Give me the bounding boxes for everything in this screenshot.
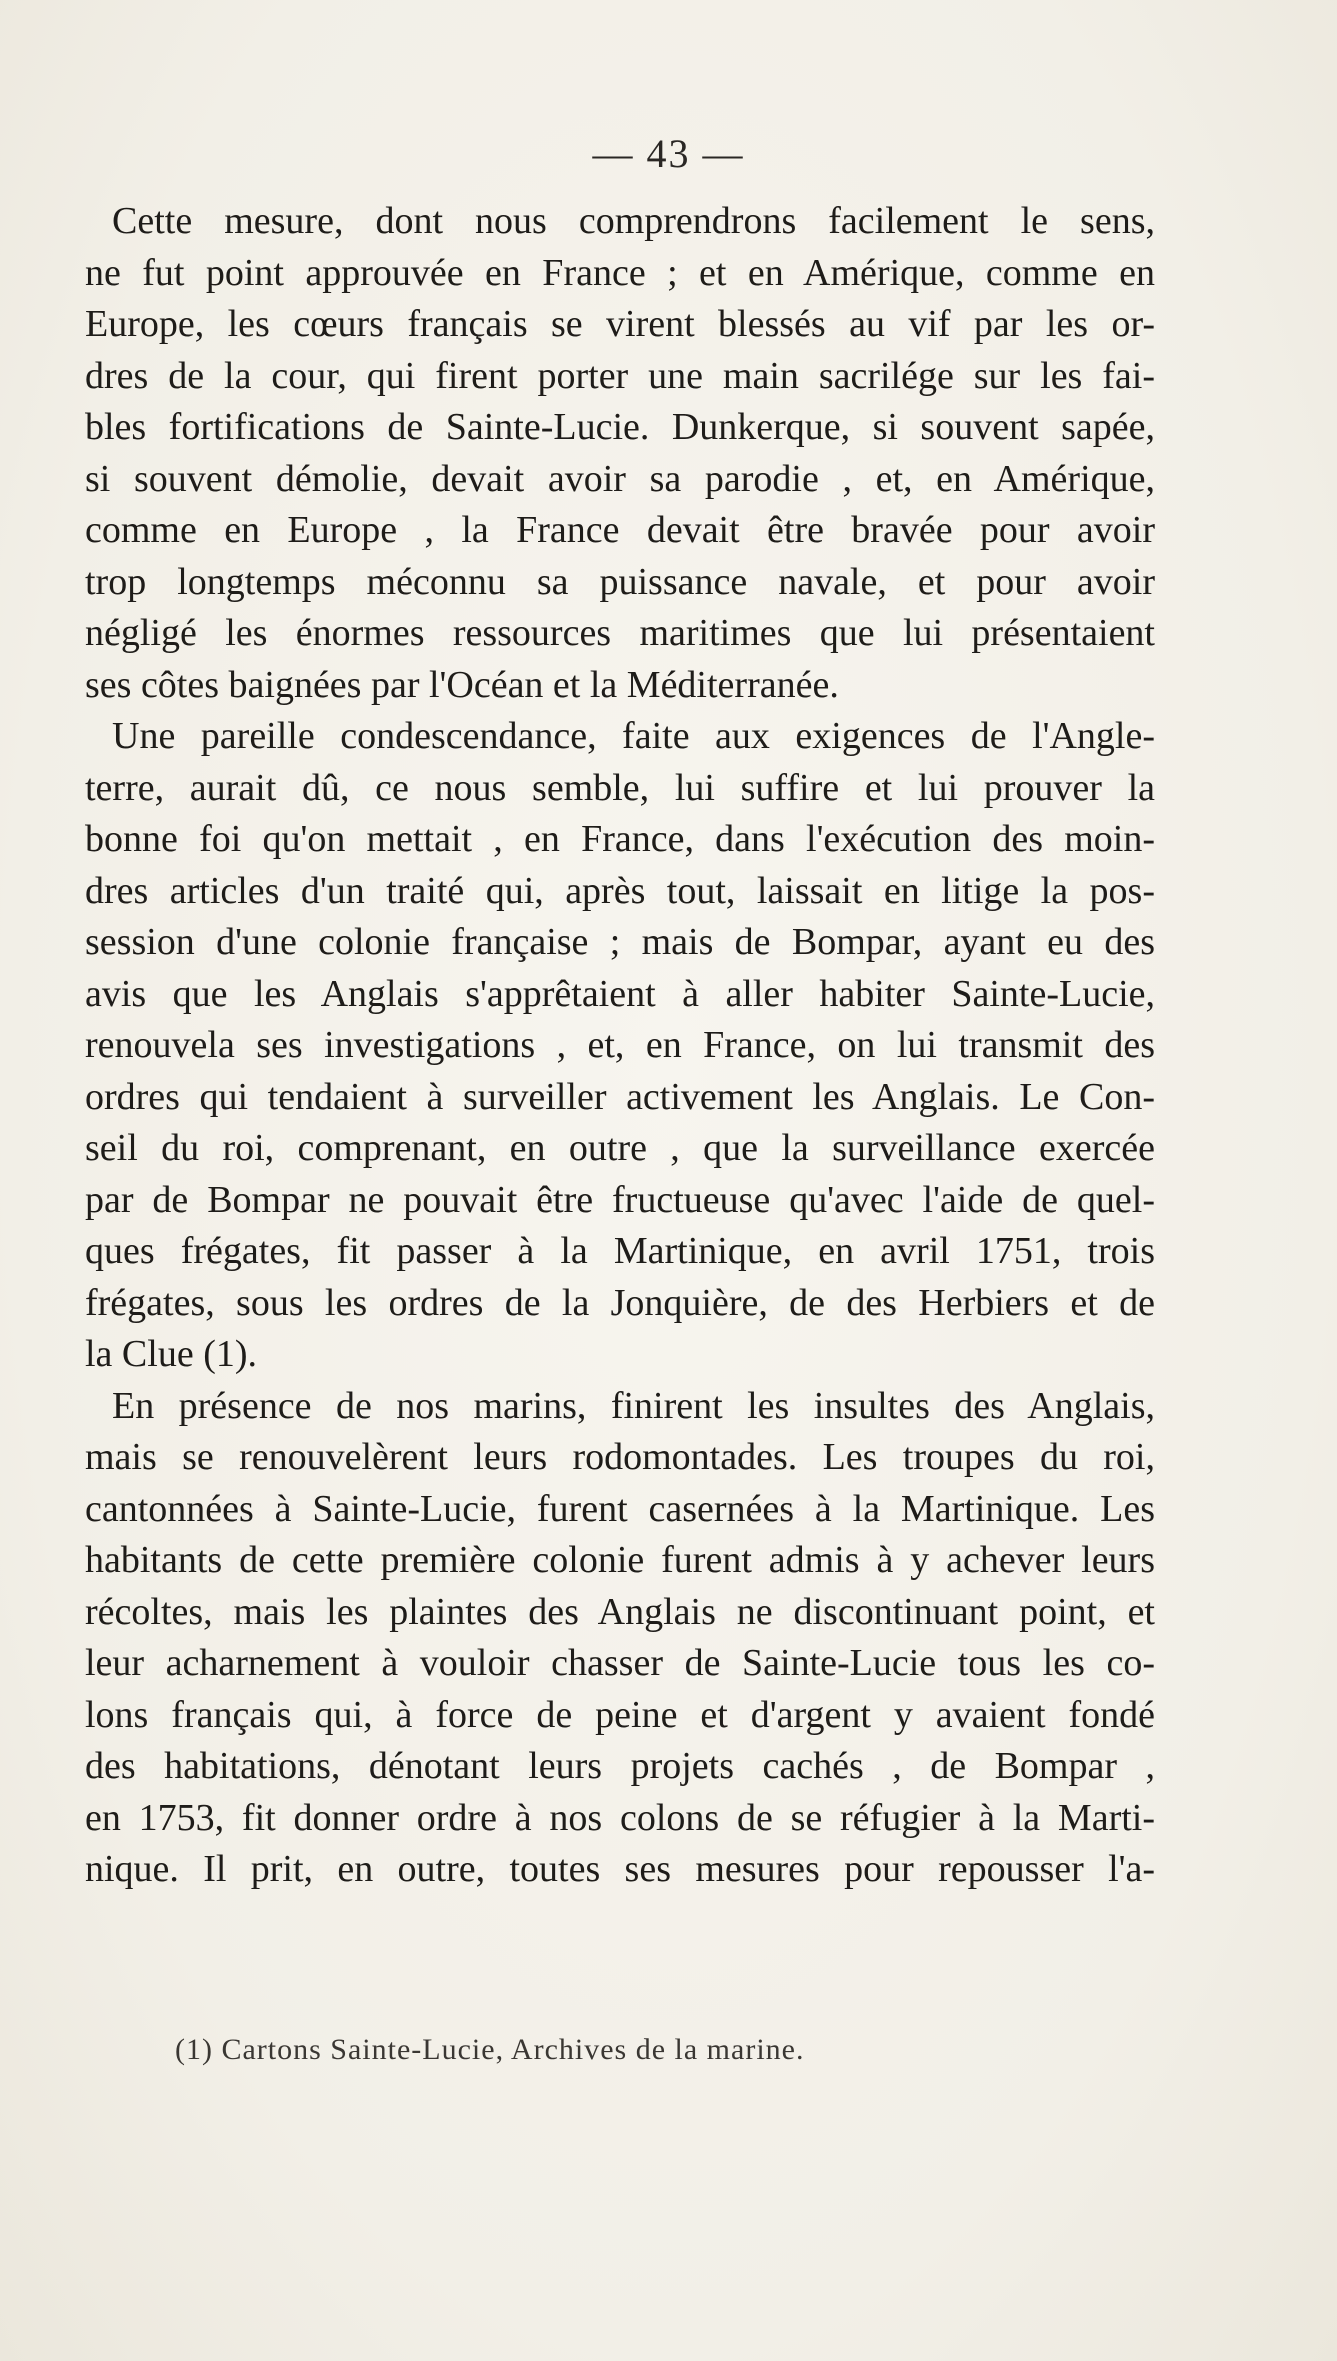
text-line: négligé les énormes ressources maritimes que lui présentaient — [85, 612, 1155, 654]
text-line: Une pareille condescendance, faite aux exigences de l'Angle- — [112, 715, 1155, 757]
text-line: comme en Europe , la France devait être bravée pour avoir — [85, 509, 1155, 551]
text-line: Cette mesure, dont nous comprendrons facilement le sens, — [112, 200, 1155, 242]
body-text — [85, 196, 1155, 1896]
text-line: terre, aurait dû, ce nous semble, lui suffire et lui prouver la — [85, 766, 1155, 809]
text-line: la Clue (1). — [85, 1333, 258, 1375]
page-number: — 43 — — [592, 131, 745, 176]
text-line: dres articles d'un traité qui, après tout, laissait en litige la pos- — [85, 869, 1155, 912]
text-line: ne fut point approuvée en France ; et en Amérique, comme en — [85, 251, 1155, 294]
text-line: ques frégates, fit passer à la Martinique, en avril 1751, trois — [85, 1230, 1155, 1272]
text-line: bles fortifications de Sainte-Lucie. Dunkerque, si souvent sapée, — [85, 406, 1155, 448]
text-line: renouvela ses investigations , et, en France, on lui transmit des — [85, 1024, 1155, 1066]
paragraph-1 — [85, 196, 1155, 711]
text-line: si souvent démolie, devait avoir sa parodie , et, en Amérique, — [85, 457, 1155, 500]
footnote: (1) Cartons Sainte-Lucie, Archives de la marine. — [175, 2033, 805, 2066]
text-line: lons français qui, à force de peine et d'argent y avaient fondé — [85, 1693, 1155, 1736]
text-line: des habitations, dénotant leurs projets cachés , de Bompar , — [85, 1745, 1155, 1787]
text-line: leur acharnement à vouloir chasser de Sainte-Lucie tous les co- — [85, 1642, 1155, 1684]
text-line: nique. Il prit, en outre, toutes ses mesures pour repousser l'a- — [85, 1848, 1155, 1890]
text-line: frégates, sous les ordres de la Jonquière, de des Herbiers et de — [85, 1281, 1155, 1324]
text-line: Europe, les cœurs français se virent blessés au vif par les or- — [85, 303, 1155, 345]
text-line: trop longtemps méconnu sa puissance navale, et pour avoir — [85, 560, 1155, 603]
text-line: bonne foi qu'on mettait , en France, dans l'exécution des moin- — [85, 818, 1155, 860]
text-line: mais se renouvelèrent leurs rodomontades. Les troupes du roi, — [85, 1436, 1155, 1478]
text-line: avis que les Anglais s'apprêtaient à aller habiter Sainte-Lucie, — [85, 972, 1155, 1015]
text-line: récoltes, mais les plaintes des Anglais ne discontinuant point, et — [85, 1590, 1155, 1633]
text-line: cantonnées à Sainte-Lucie, furent casernées à la Martinique. Les — [85, 1487, 1155, 1530]
text-line: seil du roi, comprenant, en outre , que la surveillance exercée — [85, 1127, 1155, 1169]
paragraph-2 — [85, 711, 1155, 1381]
text-line: par de Bompar ne pouvait être fructueuse qu'avec l'aide de quel- — [85, 1178, 1155, 1221]
text-line: ses côtes baignées par l'Océan et la Méditerranée. — [85, 663, 839, 706]
text-line: dres de la cour, qui firent porter une main sacrilége sur les fai- — [85, 354, 1155, 397]
text-line: ordres qui tendaient à surveiller activement les Anglais. Le Con- — [85, 1075, 1155, 1118]
paragraph-3 — [85, 1381, 1155, 1896]
text-line: habitants de cette première colonie furent admis à y achever leurs — [85, 1539, 1155, 1581]
text-line: en 1753, fit donner ordre à nos colons de se réfugier à la Marti- — [85, 1796, 1155, 1839]
text-line: session d'une colonie française ; mais de Bompar, ayant eu des — [85, 921, 1155, 963]
text-line: En présence de nos marins, finirent les insultes des Anglais, — [112, 1384, 1155, 1427]
